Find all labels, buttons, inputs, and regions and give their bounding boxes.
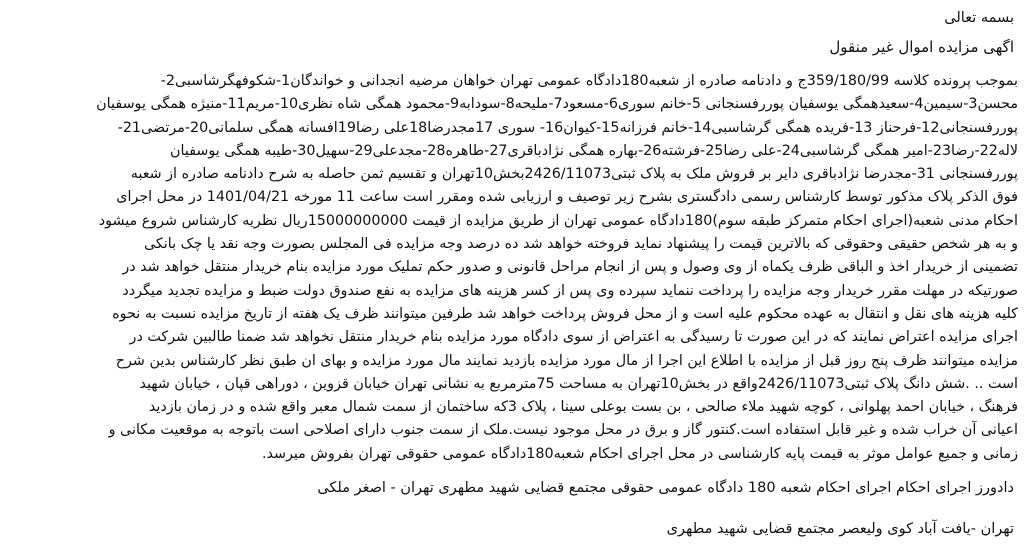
body-line: و به هر شخص حقیقی وحقوقی که بالاترین قیمت را پیشنهاد نماید فروخته خواهد شد ده درصد وجه مزایده فی المجلس بصورت وجه نقد یا چک بانکی bbox=[144, 236, 1018, 253]
body-line: مزایده میتوانند ظرف پنج روز قبل از مزایده با اطلاع این اجرا از مال مورد مزایده بازدید نمایند مال مورد مزایده و بهای ان طبق نظر کارشناس بدین شرح bbox=[115, 352, 1018, 369]
address-line: تهران -یافت آباد کوی ولیعصر مجتمع قضایی شهید مطهری bbox=[666, 521, 1014, 538]
body-line: پوررفسنجانی12-فرحناز 13-فریده همگی گرشاسبی14-خانم فرزانه15-کیوان16- سوری 17مجدرضا18علی رضا19افسانه همگی سلمانی20-مرتضی21- bbox=[117, 119, 1018, 136]
body-line: احکام مدنی شعبه(اجرای احکام متمرکز طبقه سوم)180دادگاه عمومی تهران از طریق مزایده از قیمت 15000000000ریال نظریه کارشناس شروع میشود bbox=[98, 212, 1018, 229]
body-line: فرهنگ ، خیابان احمد پهلوانی ، کوچه شهید ملاء صالحی ، بن بست بوعلی سینا ، پلاک 3که ساختمان از سمت شمال معبر واقع شده و در زمان بازدید bbox=[148, 399, 1018, 416]
notice-title: اگهی مزایده اموال غیر منقول bbox=[829, 38, 1014, 56]
body-line: بموجب پرونده کلاسه 359/180/99ج و دادنامه صادره از شعبه180دادگاه عمومی تهران خواهان مرضیه انجدانی و خواندگان1-شکوفهگرشاسبی2- bbox=[160, 73, 1018, 89]
body-line: صورتیکه در مهلت مقرر خریدار وجه مزایده را پرداخت ننماید سپرده وی پس از کسر هزینه های مزایده به نفع صندوق دولت ضبط و مزایده تجدید میگردد bbox=[122, 282, 1018, 299]
body-line: زمانی و جمیع عوامل موثر به قیمت پایه کارشناسی در محل اجرای احکام شعبه180دادگاه عمومی حقوقی تهران بفروش میرسد. bbox=[261, 445, 1018, 462]
body-line: است .. .شش دانگ پلاک ثبتی2426/11073واقع در بخش10تهران به مساحت 75مترمربع به نشانی تهران خیابان قزوین ، دوراهی قپان ، خیابان شهید bbox=[139, 375, 1018, 392]
basmala-header: بسمه تعالی bbox=[944, 10, 1014, 26]
notice-body bbox=[8, 70, 1018, 466]
body-line: کلیه هزینه های نقل و انتقال به عهده محکوم علیه است و از محل فروش پرداخت خواهد شد طرفین میتوانند ظرف یک هفته از تاریخ مزایده نسبت به نحوه bbox=[112, 305, 1018, 322]
body-line: لاله22-رضا23-امیر همگی گرشاسبی24-علی رضا25-فرشته26-بهاره همگی نژادباقری27-طاهره28-مجدعلی29-سهیل30-طیبه همگی یوسفیان bbox=[169, 142, 1018, 159]
body-line: فوق الذکر پلاک مذکور توسط کارشناس رسمی دادگستری بشرح زیر توصیف و ارزیابی شده ومقرر است ساعت 11 مورخه 1401/04/21 در محل اجرای bbox=[116, 189, 1018, 206]
body-line: اعیانی آن خراب شده و غیر قابل استفاده است.کنتور گاز و برق در محل موجود نیست.ملک از سمت جنوب دارای اصلاحی است باتوجه به موقعیت مکانی و bbox=[108, 422, 1018, 439]
body-line: محسن3-سیمین4-سعیدهمگی یوسفیان پوررفسنجانی 5-خانم سوری6-مسعود7-ملیحه8-سودابه9-محمود همگی شاه نظری10-مریم11-منیژه همگی یوسفیان bbox=[96, 96, 1018, 113]
body-line: تضمینی از خریدار اخذ و الباقی ظرف یکماه از وی وصول و پس از انجام مراحل قانونی و صدور حکم تملیک مورد مزایده بنام خریدار منتقل خواهد شد در bbox=[122, 259, 1018, 276]
body-line: پوررفسنجانی 31-مجدرضا نژادباقری دایر بر فروش ملک به پلاک ثبتی2426/11073بخش10تهران و تقسیم ثمن حاصله به شرح دادنامه صادره از شعبه bbox=[130, 166, 1018, 183]
signature-line: دادورز اجرای احکام اجرای احکام شعبه 180 دادگاه عمومی حقوقی مجتمع قضایی شهید مطهری تهران - اصغر ملکی bbox=[317, 480, 1014, 497]
body-line: اجرای مزایده اعتراض نمایند که در این صورت تا رسیدگی به اعتراض از سوی دادگاه مورد مزایده بنام خریدار منتقل نخواهد شد ضمنا طالبین شرکت در bbox=[129, 329, 1018, 346]
